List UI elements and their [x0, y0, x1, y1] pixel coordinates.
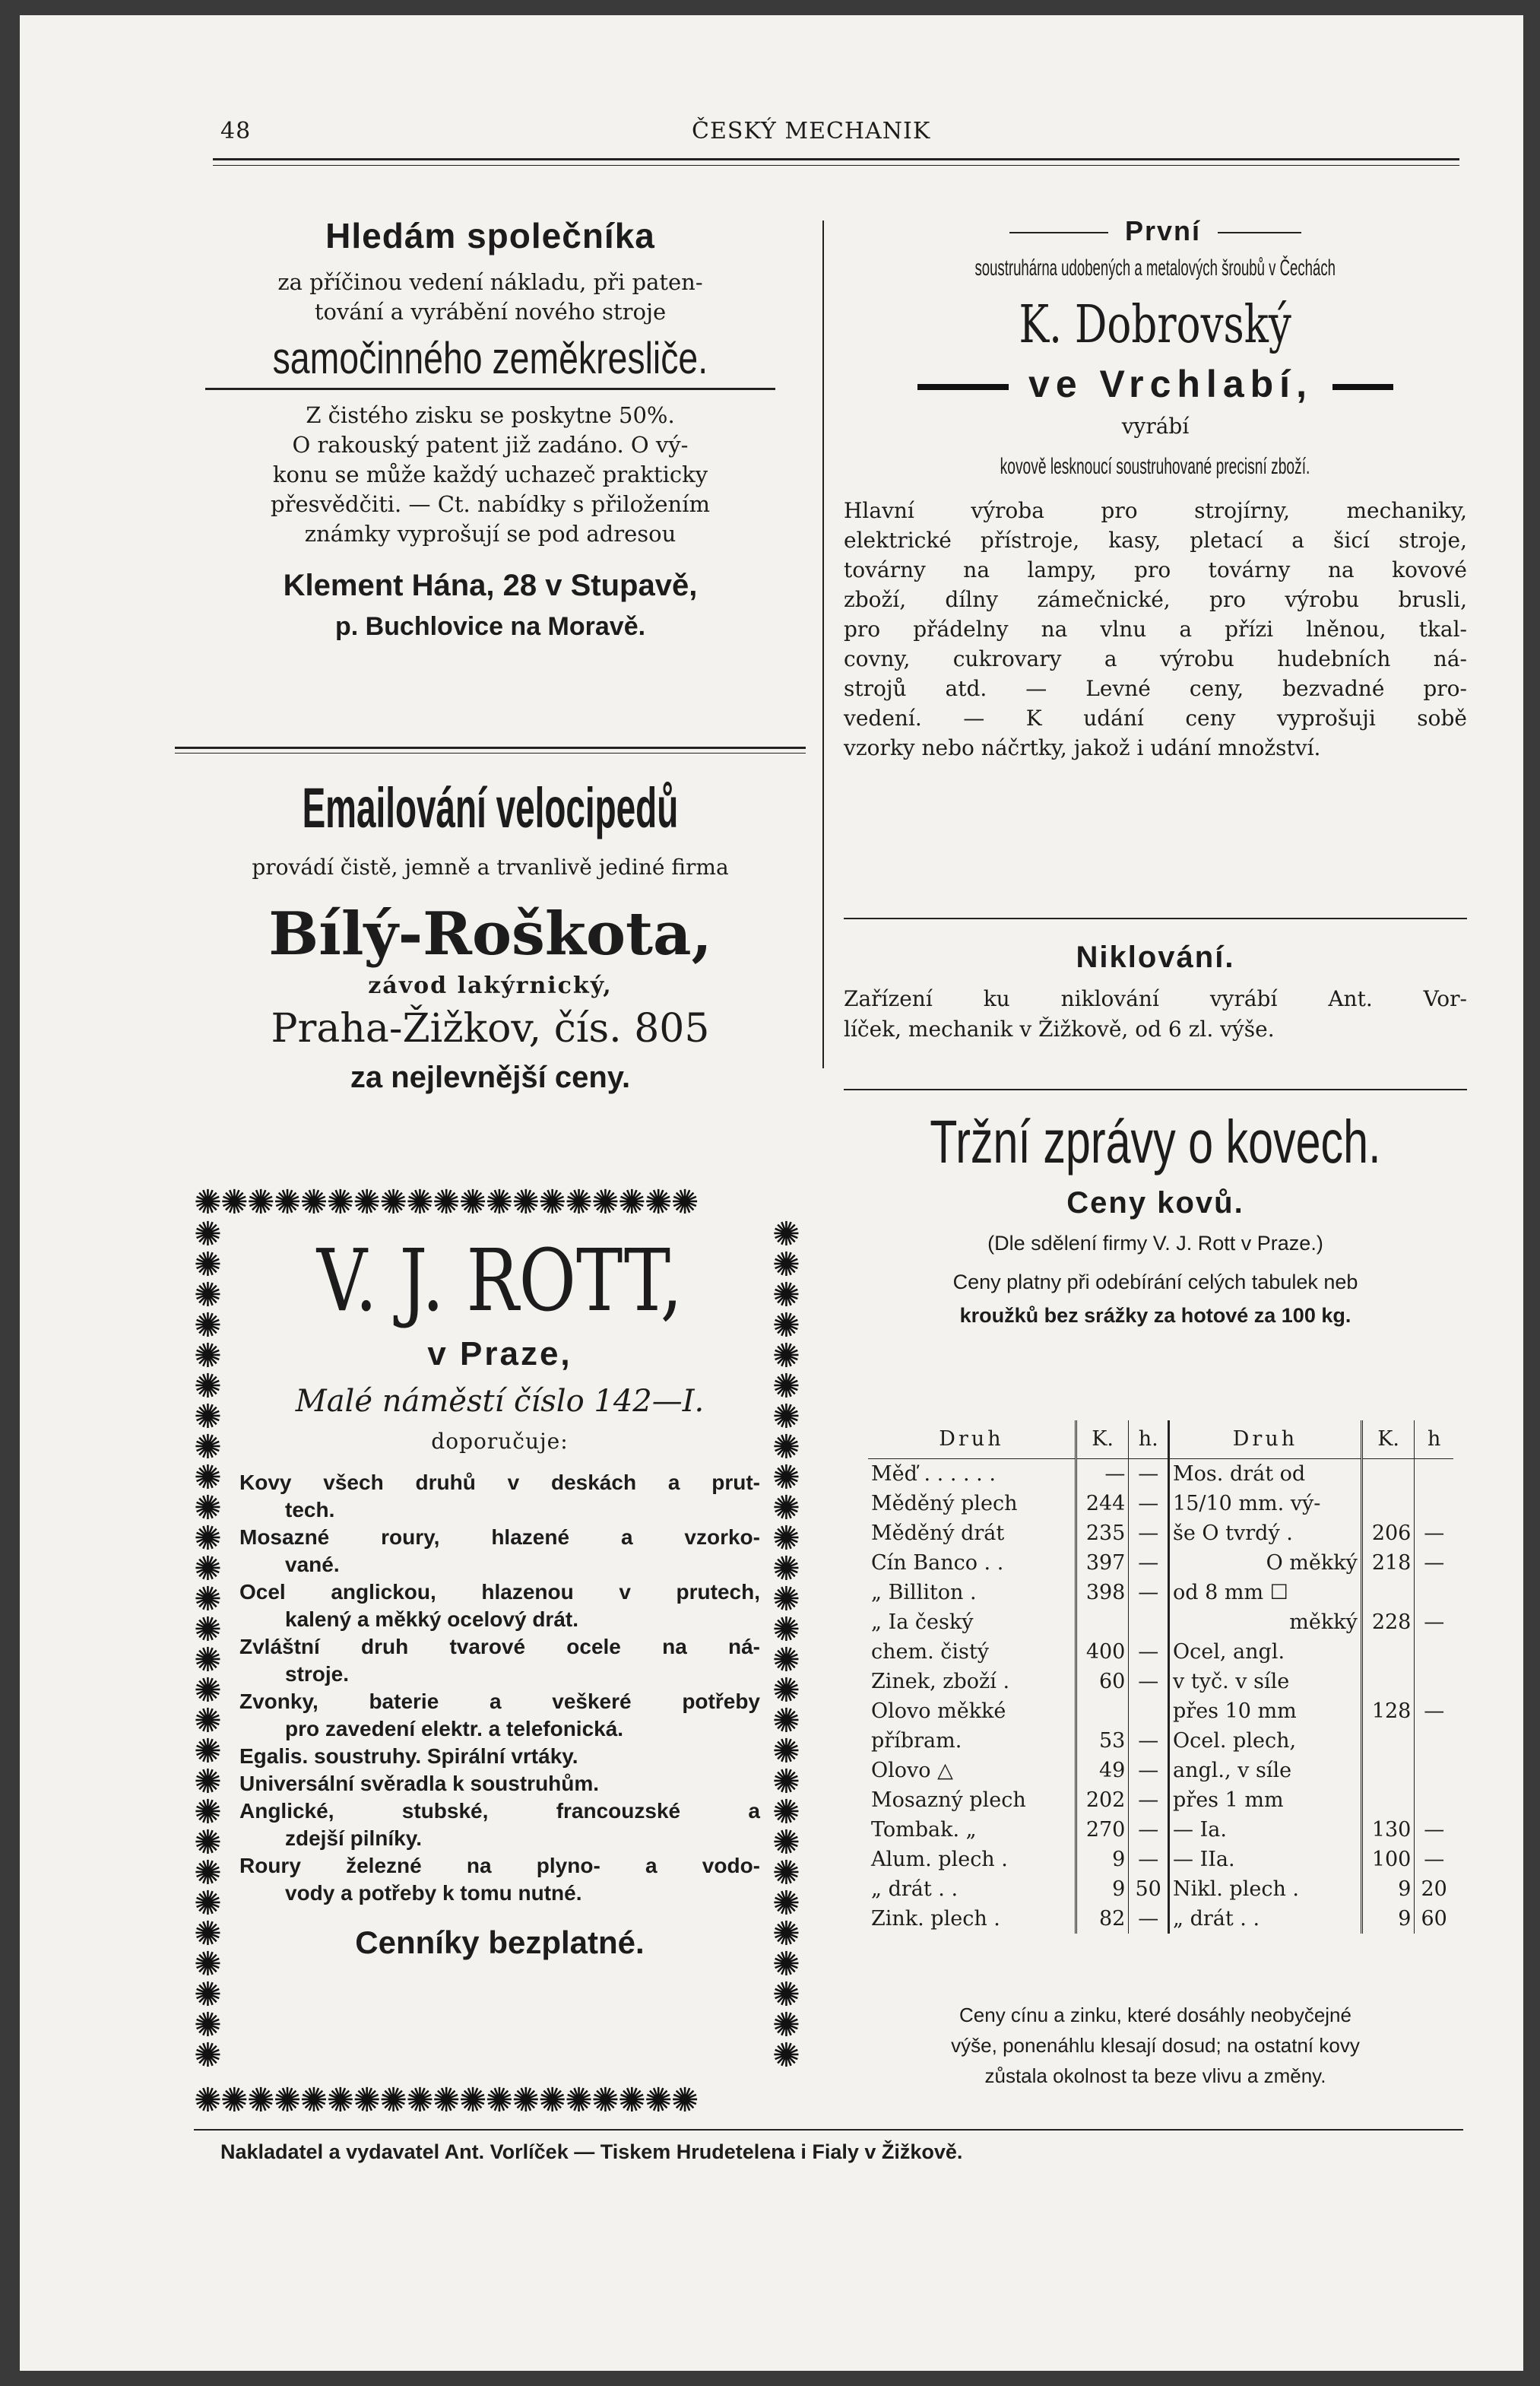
ad-dobrovsky-last: vzorky nebo náčrtky, jakož i udání množství.	[844, 735, 1321, 760]
table-row	[868, 1607, 1453, 1637]
table-cell	[1361, 1726, 1415, 1756]
table-cell	[1361, 1489, 1415, 1518]
rott-item-line: pro zavedení elektr. a telefonická.	[285, 1717, 624, 1740]
table-row	[868, 1904, 1453, 1934]
market-footnote3: zůstala okolnost ta beze vlivu a změny.	[984, 2064, 1326, 2087]
market-footnote	[844, 2000, 1467, 2091]
ad-partner-body2: O rakouský patent již zadáno. O vý-	[292, 432, 689, 458]
table-row	[868, 1518, 1453, 1548]
rott-item-line: Anglické, stubské, francouzské a	[239, 1799, 760, 1823]
header-rule	[213, 158, 1459, 160]
ad-enamel-slogan: za nejlevnější ceny.	[350, 1061, 631, 1094]
ad-partner-line1: za příčinou vedení nákladu, při paten-	[277, 269, 703, 295]
rott-item-line: Egalis. soustruhy. Spirální vrtáky.	[239, 1744, 578, 1768]
imprint: Nakladatel a vydavatel Ant. Vorlíček — Tiskem Hrudetelena i Fialy v Žižkově.	[220, 2140, 963, 2163]
ad-partner-body3: konu se může každý uchazeč prakticky	[272, 462, 708, 487]
table-cell: 206	[1361, 1518, 1415, 1548]
place-left-bar	[917, 384, 1009, 390]
table-row	[868, 1637, 1453, 1667]
ad-dobrovsky-place: ve Vrchlabí,	[1028, 363, 1313, 405]
table-cell	[1415, 1667, 1453, 1696]
table-cell	[1361, 1667, 1415, 1696]
rott-item-line: Zvláštní druh tvarové ocele na ná-	[239, 1635, 760, 1658]
table-row	[868, 1845, 1453, 1874]
page-number: 48	[220, 118, 252, 144]
table-cell: 15/10 mm. vý-	[1169, 1489, 1362, 1518]
market-subtitle: Ceny kovů.	[1066, 1186, 1244, 1220]
table-cell: 398	[1076, 1578, 1129, 1607]
ad-rott-items	[239, 1469, 760, 1907]
table-cell: Zinek, zboží .	[868, 1667, 1076, 1696]
table-cell: Měď . . . . . .	[868, 1458, 1076, 1489]
ad-dobrovsky-body	[844, 496, 1467, 733]
table-cell: 60	[1076, 1667, 1129, 1696]
table-cell: 128	[1361, 1696, 1415, 1726]
market-footnote2: výše, ponenáhlu klesají dosud; na ostatní kovy	[951, 2034, 1360, 2057]
ad-partner-product: samočinného zeměkresliče.	[272, 334, 708, 383]
table-cell: Mos. drát od	[1169, 1458, 1362, 1489]
table-cell: O měkký	[1169, 1548, 1362, 1578]
table-cell: —	[1129, 1458, 1169, 1489]
table-cell: —	[1129, 1845, 1169, 1874]
place-right-bar	[1332, 384, 1393, 390]
col-head-h: h.	[1129, 1420, 1169, 1458]
rott-item-line: zdejší pilníky.	[285, 1826, 422, 1850]
table-cell: —	[1424, 1817, 1445, 1842]
table-cell	[1361, 1578, 1415, 1607]
table-cell: 9	[1361, 1874, 1415, 1904]
table-row	[868, 1489, 1453, 1518]
running-title: ČESKÝ MECHANIK	[692, 118, 931, 144]
table-row	[868, 1815, 1453, 1845]
rott-item-line: Zvonky, baterie a veškeré potřeby	[239, 1690, 760, 1713]
table-cell: —	[1424, 1610, 1445, 1634]
divider-1-thin	[175, 753, 806, 754]
table-cell: še O tvrdý .	[1169, 1518, 1362, 1548]
table-cell	[1415, 1458, 1453, 1489]
table-cell: Ocel. plech,	[1169, 1726, 1362, 1756]
table-cell: „ Billiton .	[868, 1578, 1076, 1607]
table-row	[868, 1874, 1453, 1904]
rott-item-line: stroje.	[285, 1662, 350, 1686]
table-cell: Nikl. plech .	[1169, 1874, 1362, 1904]
dobrovsky-body-line: strojů atd. — Levné ceny, bezvadné pro-	[844, 676, 1467, 701]
market-note2: kroužků bez srážky za hotové za 100 kg.	[959, 1304, 1351, 1327]
table-cell	[1129, 1607, 1169, 1637]
ad-nickel-line: Zařízení ku niklování vyrábí Ant. Vor-	[844, 986, 1467, 1011]
table-cell: 130	[1361, 1815, 1415, 1845]
table-cell: Zink. plech .	[868, 1904, 1076, 1934]
table-cell	[1415, 1785, 1453, 1815]
table-cell: 20	[1421, 1877, 1447, 1901]
market-footnote1: Ceny cínu a zinku, které dosáhly neobyčejné	[959, 2004, 1351, 2026]
table-cell: „ drát . .	[1169, 1904, 1362, 1934]
table-cell: — Ia.	[1169, 1815, 1362, 1845]
divider-3	[844, 1089, 1467, 1090]
table-cell	[1415, 1756, 1453, 1785]
table-cell	[1361, 1458, 1415, 1489]
ad-dobrovsky-makes: vyrábí	[1121, 414, 1190, 439]
table-cell: „ Ia český	[868, 1607, 1076, 1637]
table-row	[868, 1458, 1453, 1489]
first-right-rule	[1218, 232, 1301, 233]
table-cell: Měděný plech	[868, 1489, 1076, 1518]
table-cell: Mosazný plech	[868, 1785, 1076, 1815]
table-cell	[1076, 1607, 1129, 1637]
table-cell: 50	[1129, 1874, 1169, 1904]
star-border-left: ✺ ✺ ✺ ✺ ✺ ✺ ✺ ✺ ✺ ✺ ✺ ✺ ✺ ✺ ✺ ✺ ✺ ✺ ✺ ✺ ✺ ✺ ✺ ✺ ✺ ✺ ✺ ✺	[194, 1220, 222, 2075]
footer-rule	[194, 2129, 1463, 2131]
table-row	[868, 1696, 1453, 1726]
table-cell: přes 1 mm	[1169, 1785, 1362, 1815]
dobrovsky-body-line: zboží, dílny zámečnické, pro výrobu brusli,	[844, 587, 1467, 612]
ad-dobrovsky-first: První	[1124, 215, 1202, 246]
divider-2	[844, 918, 1467, 919]
price-table	[868, 1420, 1453, 1934]
star-border-bottom: ✺✺✺✺✺✺✺✺✺✺✺✺✺✺✺✺✺✺✺	[194, 2084, 698, 2118]
table-cell: 82	[1076, 1904, 1129, 1934]
table-cell	[1415, 1489, 1453, 1518]
table-cell	[1361, 1637, 1415, 1667]
table-cell: chem. čistý	[868, 1637, 1076, 1667]
table-cell: —	[1424, 1521, 1445, 1545]
rott-item-line: Roury železné na plyno- a vodo-	[239, 1854, 760, 1877]
table-cell: 9	[1076, 1874, 1129, 1904]
ad-rott-address: Malé náměstí číslo 142—I.	[295, 1384, 705, 1419]
table-cell: 270	[1076, 1815, 1129, 1845]
rott-item-line: vody a potřeby k tomu nutné.	[285, 1881, 582, 1905]
table-cell	[1361, 1785, 1415, 1815]
rott-item-line: kalený a měkký ocelový drát.	[285, 1607, 578, 1631]
table-cell: —	[1129, 1667, 1169, 1696]
table-cell: 100	[1361, 1845, 1415, 1874]
ad-partner-body4: přesvědčiti. — Ct. nabídky s přiložením	[271, 491, 710, 517]
dobrovsky-body-line: pro přádelny na vlnu a přízi lněnou, tkal-	[844, 617, 1467, 642]
table-cell: 9	[1361, 1904, 1415, 1934]
table-cell: —	[1424, 1847, 1445, 1871]
table-cell: 400	[1076, 1637, 1129, 1667]
dobrovsky-body-line: továrny na lampy, pro továrny na kovové	[844, 557, 1467, 582]
table-cell: —	[1424, 1699, 1445, 1723]
ad-partner-address1: Klement Hána, 28 v Stupavě,	[283, 569, 698, 602]
table-cell: angl., v síle	[1169, 1756, 1362, 1785]
table-cell: 9	[1076, 1845, 1129, 1874]
table-cell: 49	[1076, 1756, 1129, 1785]
ad-nickel-title: Niklování.	[1076, 941, 1235, 974]
table-cell	[1415, 1578, 1453, 1607]
table-row	[868, 1726, 1453, 1756]
ad-dobrovsky-products: kovově lesknoucí soustruhované precisní zboží.	[1000, 454, 1310, 479]
ad-rott-footer: Cenníky bezplatné.	[355, 1924, 645, 1960]
ad-partner-address2: p. Buchlovice na Moravě.	[334, 612, 646, 641]
table-cell: — IIa.	[1169, 1845, 1362, 1874]
table-cell	[1129, 1696, 1169, 1726]
table-row	[868, 1667, 1453, 1696]
col-head-k: K.	[1076, 1420, 1129, 1458]
table-cell: —	[1129, 1726, 1169, 1756]
rott-item-line: tech.	[285, 1498, 335, 1521]
table-cell: 53	[1076, 1726, 1129, 1756]
rott-item-line: vané.	[285, 1553, 340, 1576]
table-cell: Olovo měkké	[868, 1696, 1076, 1726]
table-cell: měkký	[1169, 1607, 1362, 1637]
ad-partner-body1: Z čistého zisku se poskytne 50%.	[306, 402, 675, 428]
ad-partner-line2: tování a vyrábění nového stroje	[314, 299, 667, 325]
col-head-k-2: K.	[1361, 1420, 1415, 1458]
divider-1	[175, 747, 806, 749]
table-cell: Alum. plech .	[868, 1845, 1076, 1874]
ad-partner	[175, 213, 806, 645]
ad-rott-name: V. J. ROTT,	[316, 1232, 683, 1331]
ad-enamel-title: Emailování velocipedů	[302, 776, 679, 839]
dobrovsky-body-line: vedení. — K udání ceny vyprošuji sobě	[844, 706, 1467, 731]
first-left-rule	[1009, 232, 1108, 233]
table-cell: —	[1129, 1637, 1169, 1667]
dobrovsky-body-line: Hlavní výroba pro strojírny, mechaniky,	[844, 498, 1467, 523]
table-cell: 202	[1076, 1785, 1129, 1815]
ad-rott	[239, 1232, 760, 1968]
ad-rott-recommends: doporučuje:	[431, 1429, 569, 1454]
table-cell	[1076, 1696, 1129, 1726]
price-table-body	[868, 1458, 1453, 1934]
table-cell: —	[1424, 1550, 1445, 1575]
table-cell: 244	[1076, 1489, 1129, 1518]
table-cell: „ drát . .	[868, 1874, 1076, 1904]
dobrovsky-body-line: covny, cukrovary a výrobu hudebních ná-	[844, 646, 1467, 671]
star-border-right: ✺ ✺ ✺ ✺ ✺ ✺ ✺ ✺ ✺ ✺ ✺ ✺ ✺ ✺ ✺ ✺ ✺ ✺ ✺ ✺ ✺ ✺ ✺ ✺ ✺ ✺ ✺ ✺	[772, 1220, 800, 2075]
star-border-top: ✺✺✺✺✺✺✺✺✺✺✺✺✺✺✺✺✺✺✺	[194, 1186, 698, 1220]
ad-nickel-last: líček, mechanik v Žižkově, od 6 zl. výše.	[844, 1017, 1275, 1042]
table-cell: 228	[1361, 1607, 1415, 1637]
market-note1: Ceny platny při odebírání celých tabulek neb	[952, 1271, 1358, 1293]
ad-partner-title: Hledám společníka	[325, 216, 655, 255]
ad-enamel-sub: závod lakýrnický,	[368, 972, 613, 999]
ad-rott-city: v Praze,	[427, 1335, 572, 1372]
rott-item-line: Ocel anglickou, hlazenou v prutech,	[239, 1580, 760, 1604]
table-cell	[1361, 1756, 1415, 1785]
ad-partner-body5: známky vyprošují se pod adresou	[304, 521, 677, 547]
table-cell: —	[1129, 1815, 1169, 1845]
table-cell: —	[1129, 1578, 1169, 1607]
table-cell: v tyč. v síle	[1169, 1667, 1362, 1696]
table-cell: 60	[1421, 1906, 1447, 1931]
table-cell: —	[1076, 1458, 1129, 1489]
rott-item-line: Mosazné roury, hlazené a vzorko-	[239, 1525, 760, 1549]
table-cell: —	[1129, 1756, 1169, 1785]
table-cell: —	[1129, 1785, 1169, 1815]
table-cell: od 8 mm ☐	[1169, 1578, 1362, 1607]
table-cell: přes 10 mm	[1169, 1696, 1362, 1726]
table-cell: 397	[1076, 1548, 1129, 1578]
col-head-druh-2: Druh	[1169, 1420, 1362, 1458]
table-cell: 218	[1361, 1548, 1415, 1578]
table-cell: Olovo △	[868, 1756, 1076, 1785]
table-cell	[1415, 1726, 1453, 1756]
market-title: Tržní zprávy o kovech.	[930, 1108, 1381, 1176]
ad-rott-frame	[194, 1186, 806, 2118]
ad-dobrovsky-name: K. Dobrovský	[1019, 295, 1292, 355]
market-news	[844, 1104, 1467, 1332]
table-cell: Měděný drát	[868, 1518, 1076, 1548]
table-cell: —	[1129, 1904, 1169, 1934]
rott-item-line: Kovy všech druhů v deskách a prut-	[239, 1471, 760, 1494]
ad-enamel	[175, 772, 806, 1099]
table-cell: —	[1129, 1548, 1169, 1578]
ad-enamel-address: Praha-Žižkov, čís. 805	[271, 1006, 710, 1052]
table-cell: —	[1129, 1518, 1169, 1548]
table-row	[868, 1756, 1453, 1785]
table-row	[868, 1548, 1453, 1578]
col-head-druh: Druh	[868, 1420, 1076, 1458]
table-cell: Ocel, angl.	[1169, 1637, 1362, 1667]
dobrovsky-body-line: elektrické přístroje, kasy, pletací a šicí stroje,	[844, 528, 1467, 553]
column-divider	[822, 221, 824, 1068]
table-cell: Tombak. „	[868, 1815, 1076, 1845]
table-cell: —	[1129, 1489, 1169, 1518]
table-cell	[1415, 1637, 1453, 1667]
ad-enamel-line: provádí čistě, jemně a trvanlivě jediné firma	[252, 855, 729, 880]
product-underline	[205, 388, 775, 390]
market-source: (Dle sdělení firmy V. J. Rott v Praze.)	[987, 1232, 1323, 1255]
ad-dobrovsky-subtitle: soustruhárna udobených a metalových šroubů v Čechách	[974, 255, 1336, 281]
table-row	[868, 1578, 1453, 1607]
header-rule-thin	[213, 165, 1459, 166]
ad-dobrovsky	[844, 213, 1467, 763]
table-cell: 235	[1076, 1518, 1129, 1548]
table-row	[868, 1785, 1453, 1815]
ad-enamel-firm: Bílý-Roškota,	[268, 900, 712, 969]
ad-nickel	[844, 937, 1467, 1045]
table-cell: Cín Banco . .	[868, 1548, 1076, 1578]
rott-item-line: Universální svěradla k soustruhům.	[239, 1772, 600, 1795]
table-cell: příbram.	[868, 1726, 1076, 1756]
col-head-h-2: h	[1427, 1427, 1441, 1452]
